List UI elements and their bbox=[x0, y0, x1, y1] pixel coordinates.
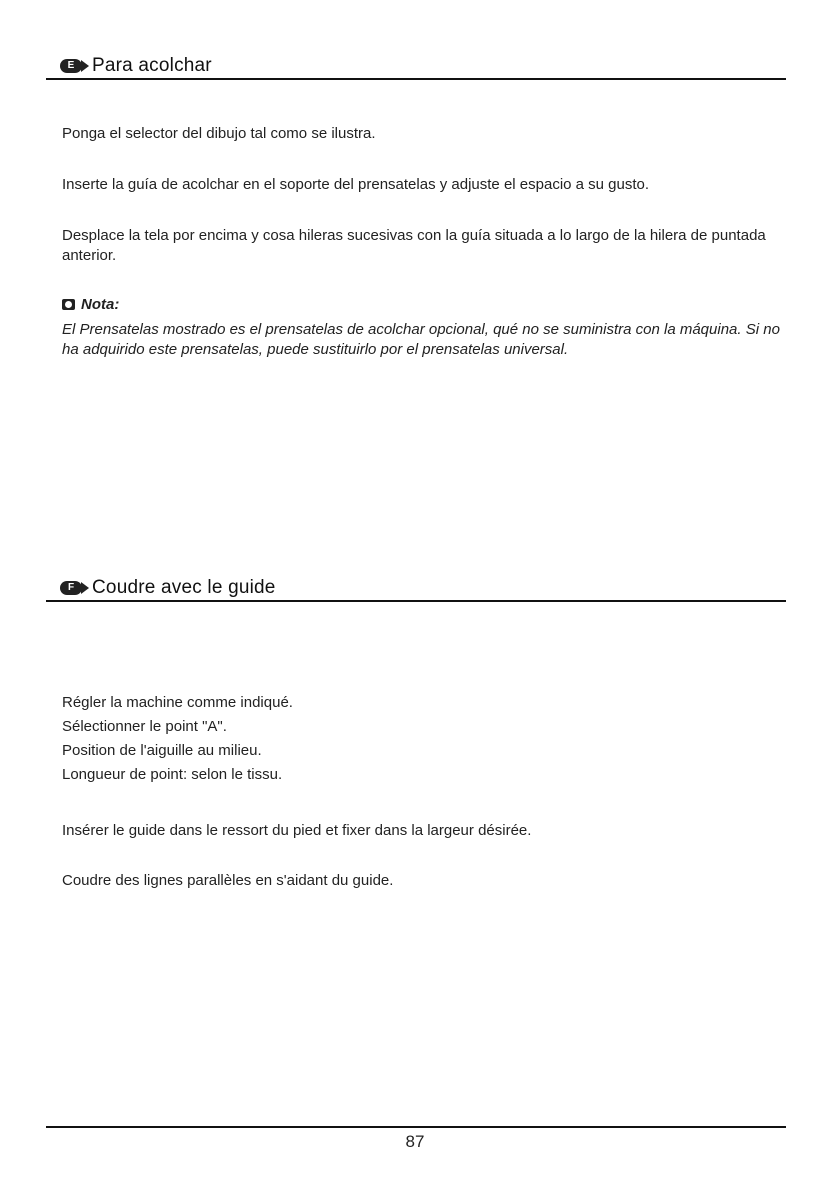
section-header-french bbox=[46, 568, 786, 602]
arrow-icon bbox=[81, 60, 89, 72]
section-header-spanish bbox=[46, 46, 786, 80]
instruction-line-4: Longueur de point: selon le tissu. bbox=[62, 766, 283, 783]
instruction-line-2: Sélectionner le point "A". bbox=[62, 718, 227, 735]
note-icon bbox=[62, 299, 75, 310]
instruction-line-1: Régler la machine comme indiqué. bbox=[62, 694, 293, 711]
language-badge-letter: F bbox=[60, 581, 82, 595]
page-number: 87 bbox=[405, 1132, 425, 1151]
note-text: El Prensatelas mostrado es el prensatelas de acolchar opcional, qué no se suministra con la máquina. Si no ha adquirido este prensatelas, puede sustituirlo por el prensatelas universal. bbox=[62, 321, 780, 358]
paragraph-fr-1: Insérer le guide dans le ressort du pied et fixer dans la largeur désirée. bbox=[62, 822, 532, 839]
paragraph-es-3: Desplace la tela por encima y cosa hileras sucesivas con la guía situada a lo largo de la hilera de puntada anterior. bbox=[62, 227, 766, 264]
section-title-spanish: Para acolchar bbox=[92, 55, 212, 76]
language-badge-letter: E bbox=[60, 59, 82, 73]
note-label: Nota: bbox=[81, 296, 120, 313]
paragraph-fr-2: Coudre des lignes parallèles en s'aidant du guide. bbox=[62, 872, 394, 889]
header-rule bbox=[46, 78, 786, 80]
instruction-line-3: Position de l'aiguille au milieu. bbox=[62, 742, 262, 759]
paragraph-es-1: Ponga el selector del dibujo tal como se ilustra. bbox=[62, 125, 376, 142]
language-badge-spanish bbox=[60, 58, 89, 74]
section-title-french: Coudre avec le guide bbox=[92, 577, 276, 598]
paragraph-es-2: Inserte la guía de acolchar en el soporte del prensatelas y adjuste el espacio a su gusto. bbox=[62, 176, 650, 193]
language-badge-french bbox=[60, 580, 89, 596]
header-rule bbox=[46, 600, 786, 602]
footer-rule bbox=[46, 1126, 786, 1128]
note-heading bbox=[62, 296, 119, 313]
arrow-icon bbox=[81, 582, 89, 594]
